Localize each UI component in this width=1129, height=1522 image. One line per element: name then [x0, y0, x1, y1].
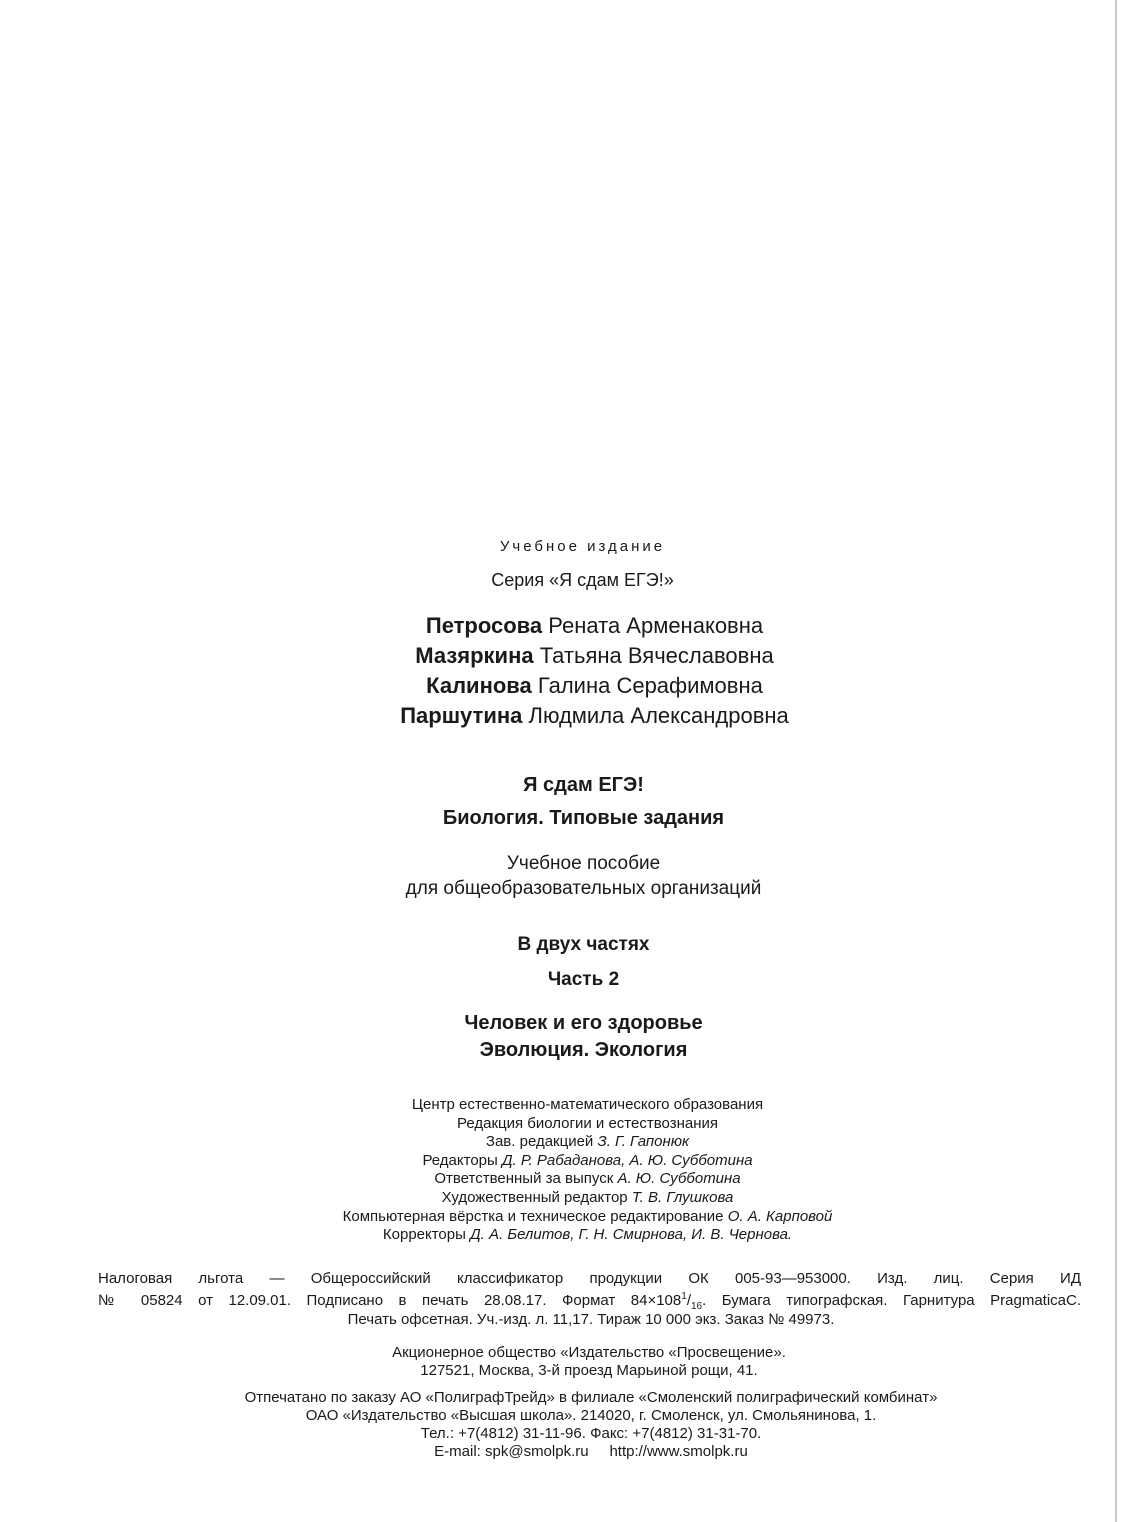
- format-fraction-denominator: 16: [690, 1301, 703, 1312]
- part-number: Часть 2: [547, 969, 620, 990]
- book-kind: Учебное пособие: [506, 853, 661, 874]
- credit-label: Редакторы: [422, 1151, 498, 1169]
- page-edge-line: [1115, 0, 1117, 1522]
- topic-line: Человек и его здоровье: [464, 1012, 703, 1034]
- credit-editorial: Редакция биологии и естествознания: [457, 1114, 718, 1132]
- publisher-block: [0, 1344, 1129, 1380]
- credit-person: А. Ю. Субботина: [617, 1170, 741, 1188]
- legal-text: . Бумага типографская. Гарнитура PragmaticaC.: [702, 1292, 1081, 1309]
- credit-proofreaders: [0, 1226, 1129, 1245]
- printer-contacts: [0, 1443, 1129, 1461]
- author-surname: Мазяркина: [415, 643, 534, 668]
- author-line: [0, 701, 1129, 731]
- author-given-name: Людмила Александровна: [528, 703, 789, 728]
- publisher-address: 127521, Москва, 3-й проезд Марьиной рощи, 41.: [420, 1362, 758, 1379]
- credit-label: Художественный редактор: [441, 1188, 628, 1206]
- printer-block: [0, 1389, 1129, 1461]
- credit-responsible: [0, 1170, 1129, 1189]
- topic-block: [0, 1010, 1129, 1064]
- edition-type: Учебное издание: [499, 538, 666, 555]
- author-given-name: Рената Арменаковна: [548, 613, 764, 638]
- print-run-line: Печать офсетная. Уч.-изд. л. 11,17. Тираж 10 000 экз. Заказ № 49973.: [347, 1311, 835, 1328]
- credit-editors: [0, 1152, 1129, 1171]
- author-line: [0, 611, 1129, 641]
- printer-line: ОАО «Издательство «Высшая школа». 214020, г. Смоленск, ул. Смольянинова, 1.: [305, 1407, 877, 1424]
- legal-line: Налоговая льгота — Общероссийский классификатор продукции ОК 005-93—953000. Изд. лиц. Серия ИД: [98, 1270, 1081, 1287]
- credit-person: Д. А. Белитов, Г. Н. Смирнова, И. В. Чернова.: [470, 1226, 793, 1244]
- book-audience: для общеобразовательных организаций: [405, 878, 762, 899]
- author-surname: Петросова: [425, 613, 543, 638]
- credit-label: Корректоры: [382, 1226, 466, 1244]
- credit-label: Ответственный за выпуск: [434, 1170, 614, 1188]
- book-subtitle: Биология. Типовые задания: [442, 807, 725, 829]
- author-surname: Калинова: [426, 673, 532, 698]
- topic-line: Эволюция. Экология: [479, 1039, 688, 1061]
- printer-website: http://www.smolpk.ru: [609, 1443, 748, 1460]
- printer-line: Отпечатано по заказу АО «ПолиграфТрейд» в филиале «Смоленский полиграфический комбинат»: [244, 1389, 938, 1406]
- printer-email: E-mail: spk@smolpk.ru: [434, 1443, 589, 1460]
- author-line: [0, 641, 1129, 671]
- book-title: Я сдам ЕГЭ!: [523, 774, 644, 796]
- credit-layout: [0, 1208, 1129, 1227]
- format-fraction-numerator: 1: [681, 1291, 687, 1302]
- credit-art-editor: [0, 1189, 1129, 1208]
- credit-label: Компьютерная вёрстка и техническое редактирование: [342, 1207, 724, 1225]
- credit-label: Зав. редакцией: [485, 1133, 594, 1151]
- credits-block: [0, 1096, 1129, 1245]
- credit-person: З. Г. Гапонюк: [597, 1133, 690, 1151]
- credit-head: [0, 1133, 1129, 1152]
- series-line: Серия «Я сдам ЕГЭ!»: [491, 570, 674, 590]
- legal-text: № 05824 от 12.09.01. Подписано в печать 28.08.17. Формат 84×108: [98, 1292, 682, 1309]
- credit-center: Центр естественно-математического образования: [411, 1096, 764, 1113]
- credit-person: Т. В. Глушкова: [631, 1188, 734, 1206]
- author-list: [0, 611, 1129, 731]
- credit-person: О. А. Карповой: [727, 1207, 833, 1225]
- parts-count: В двух частях: [517, 934, 650, 955]
- printer-phone: Тел.: +7(4812) 31-11-96. Факс: +7(4812) 31-31-70.: [420, 1425, 762, 1442]
- book-kind-block: [0, 851, 1129, 901]
- author-surname: Паршутина: [400, 703, 523, 728]
- author-line: [0, 671, 1129, 701]
- legal-block: [98, 1270, 1081, 1316]
- author-given-name: Татьяна Вячеславовна: [539, 643, 774, 668]
- publisher-name: Акционерное общество «Издательство «Просвещение».: [392, 1344, 786, 1361]
- credit-person: Д. Р. Рабаданова, А. Ю. Субботина: [501, 1151, 753, 1169]
- legal-line: № 05824 от 12.09.01. Подписано в печать 28.08.17. Формат $84\times 108^1/_{16}$. Бумага типографская. Гарнитура PragmaticaC.: [98, 1291, 1081, 1312]
- author-given-name: Галина Серафимовна: [537, 673, 763, 698]
